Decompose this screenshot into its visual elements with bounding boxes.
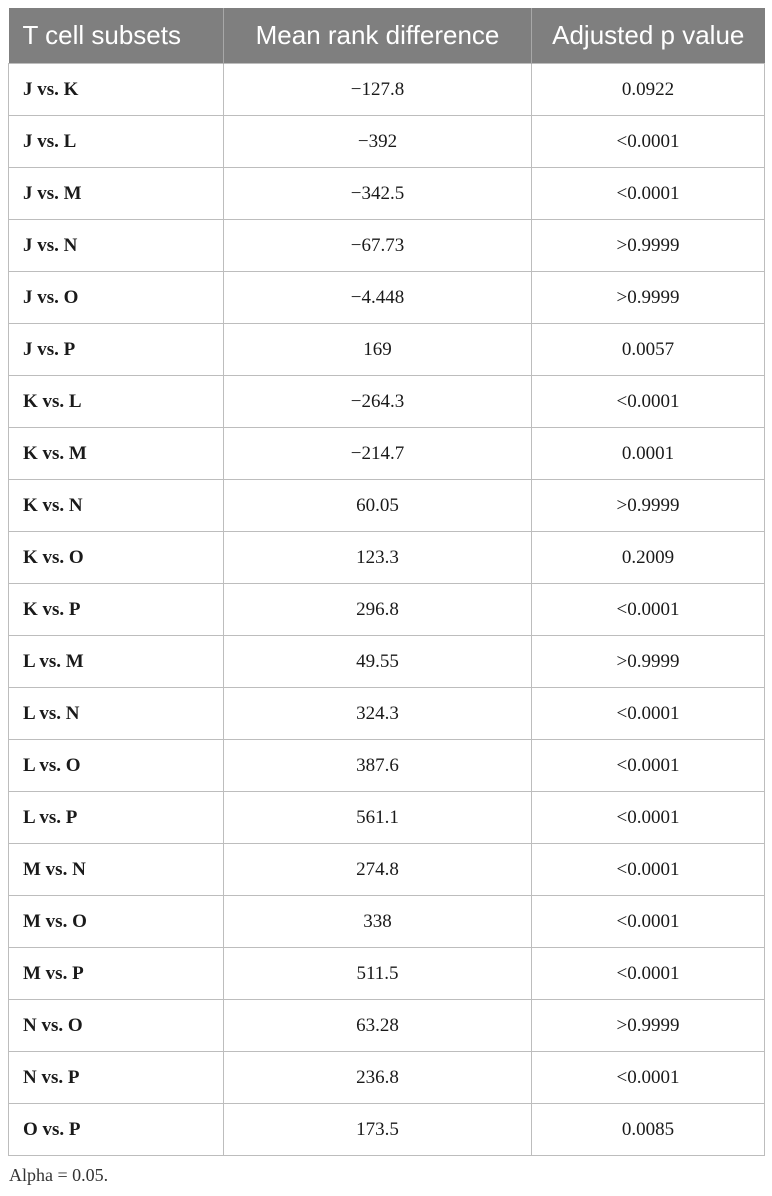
table-body bbox=[9, 64, 765, 1156]
cell-comparison: N vs. P bbox=[9, 1052, 224, 1104]
header-t-cell-subsets: T cell subsets bbox=[9, 8, 224, 64]
cell-adjusted-p-value: <0.0001 bbox=[532, 584, 765, 636]
cell-mean-rank-difference: 169 bbox=[224, 324, 532, 376]
cell-adjusted-p-value: >0.9999 bbox=[532, 1000, 765, 1052]
cell-comparison: J vs. O bbox=[9, 272, 224, 324]
table-row bbox=[9, 324, 765, 376]
table-row bbox=[9, 220, 765, 272]
cell-adjusted-p-value: <0.0001 bbox=[532, 792, 765, 844]
cell-mean-rank-difference: 60.05 bbox=[224, 480, 532, 532]
cell-adjusted-p-value: <0.0001 bbox=[532, 896, 765, 948]
cell-comparison: J vs. M bbox=[9, 168, 224, 220]
cell-mean-rank-difference: 296.8 bbox=[224, 584, 532, 636]
cell-mean-rank-difference: −342.5 bbox=[224, 168, 532, 220]
cell-mean-rank-difference: −392 bbox=[224, 116, 532, 168]
table-row bbox=[9, 636, 765, 688]
cell-adjusted-p-value: <0.0001 bbox=[532, 948, 765, 1000]
cell-adjusted-p-value: >0.9999 bbox=[532, 480, 765, 532]
cell-mean-rank-difference: −67.73 bbox=[224, 220, 532, 272]
table-row bbox=[9, 1052, 765, 1104]
cell-comparison: K vs. O bbox=[9, 532, 224, 584]
cell-mean-rank-difference: 49.55 bbox=[224, 636, 532, 688]
cell-adjusted-p-value: 0.0001 bbox=[532, 428, 765, 480]
cell-comparison: J vs. P bbox=[9, 324, 224, 376]
cell-mean-rank-difference: 338 bbox=[224, 896, 532, 948]
table-row bbox=[9, 1104, 765, 1156]
cell-adjusted-p-value: <0.0001 bbox=[532, 1052, 765, 1104]
table-row bbox=[9, 428, 765, 480]
cell-comparison: L vs. P bbox=[9, 792, 224, 844]
table-row bbox=[9, 688, 765, 740]
cell-mean-rank-difference: −127.8 bbox=[224, 64, 532, 116]
cell-comparison: M vs. N bbox=[9, 844, 224, 896]
table-row bbox=[9, 896, 765, 948]
table-row bbox=[9, 948, 765, 1000]
cell-mean-rank-difference: 173.5 bbox=[224, 1104, 532, 1156]
results-table-container bbox=[8, 8, 764, 1156]
cell-comparison: K vs. N bbox=[9, 480, 224, 532]
table-row bbox=[9, 116, 765, 168]
cell-adjusted-p-value: <0.0001 bbox=[532, 740, 765, 792]
cell-mean-rank-difference: 561.1 bbox=[224, 792, 532, 844]
cell-adjusted-p-value: >0.9999 bbox=[532, 220, 765, 272]
table-row bbox=[9, 480, 765, 532]
cell-adjusted-p-value: >0.9999 bbox=[532, 272, 765, 324]
cell-mean-rank-difference: −264.3 bbox=[224, 376, 532, 428]
cell-mean-rank-difference: 324.3 bbox=[224, 688, 532, 740]
cell-comparison: M vs. P bbox=[9, 948, 224, 1000]
cell-comparison: J vs. K bbox=[9, 64, 224, 116]
table-header bbox=[9, 8, 765, 64]
cell-adjusted-p-value: 0.0922 bbox=[532, 64, 765, 116]
table-row bbox=[9, 792, 765, 844]
cell-mean-rank-difference: −4.448 bbox=[224, 272, 532, 324]
table-row bbox=[9, 844, 765, 896]
cell-mean-rank-difference: 123.3 bbox=[224, 532, 532, 584]
cell-comparison: N vs. O bbox=[9, 1000, 224, 1052]
cell-comparison: K vs. P bbox=[9, 584, 224, 636]
cell-adjusted-p-value: <0.0001 bbox=[532, 376, 765, 428]
cell-mean-rank-difference: 63.28 bbox=[224, 1000, 532, 1052]
cell-adjusted-p-value: 0.2009 bbox=[532, 532, 765, 584]
header-mean-rank-difference: Mean rank difference bbox=[224, 8, 532, 64]
cell-comparison: O vs. P bbox=[9, 1104, 224, 1156]
table-row bbox=[9, 584, 765, 636]
results-table bbox=[8, 8, 765, 1156]
cell-adjusted-p-value: <0.0001 bbox=[532, 116, 765, 168]
cell-mean-rank-difference: −214.7 bbox=[224, 428, 532, 480]
cell-comparison: K vs. M bbox=[9, 428, 224, 480]
cell-comparison: J vs. L bbox=[9, 116, 224, 168]
cell-comparison: J vs. N bbox=[9, 220, 224, 272]
cell-mean-rank-difference: 274.8 bbox=[224, 844, 532, 896]
cell-comparison: L vs. M bbox=[9, 636, 224, 688]
table-row bbox=[9, 1000, 765, 1052]
cell-adjusted-p-value: 0.0085 bbox=[532, 1104, 765, 1156]
cell-mean-rank-difference: 236.8 bbox=[224, 1052, 532, 1104]
table-footnote: Alpha = 0.05. bbox=[9, 1165, 109, 1185]
cell-comparison: L vs. O bbox=[9, 740, 224, 792]
table-row bbox=[9, 376, 765, 428]
cell-mean-rank-difference: 387.6 bbox=[224, 740, 532, 792]
table-row bbox=[9, 740, 765, 792]
cell-comparison: M vs. O bbox=[9, 896, 224, 948]
cell-mean-rank-difference: 511.5 bbox=[224, 948, 532, 1000]
cell-adjusted-p-value: <0.0001 bbox=[532, 688, 765, 740]
header-row bbox=[9, 8, 765, 64]
cell-comparison: L vs. N bbox=[9, 688, 224, 740]
table-row bbox=[9, 64, 765, 116]
cell-comparison: K vs. L bbox=[9, 376, 224, 428]
table-row bbox=[9, 272, 765, 324]
cell-adjusted-p-value: 0.0057 bbox=[532, 324, 765, 376]
cell-adjusted-p-value: <0.0001 bbox=[532, 168, 765, 220]
table-row bbox=[9, 532, 765, 584]
cell-adjusted-p-value: <0.0001 bbox=[532, 844, 765, 896]
cell-adjusted-p-value: >0.9999 bbox=[532, 636, 765, 688]
table-row bbox=[9, 168, 765, 220]
header-adjusted-p-value: Adjusted p value bbox=[532, 8, 765, 64]
